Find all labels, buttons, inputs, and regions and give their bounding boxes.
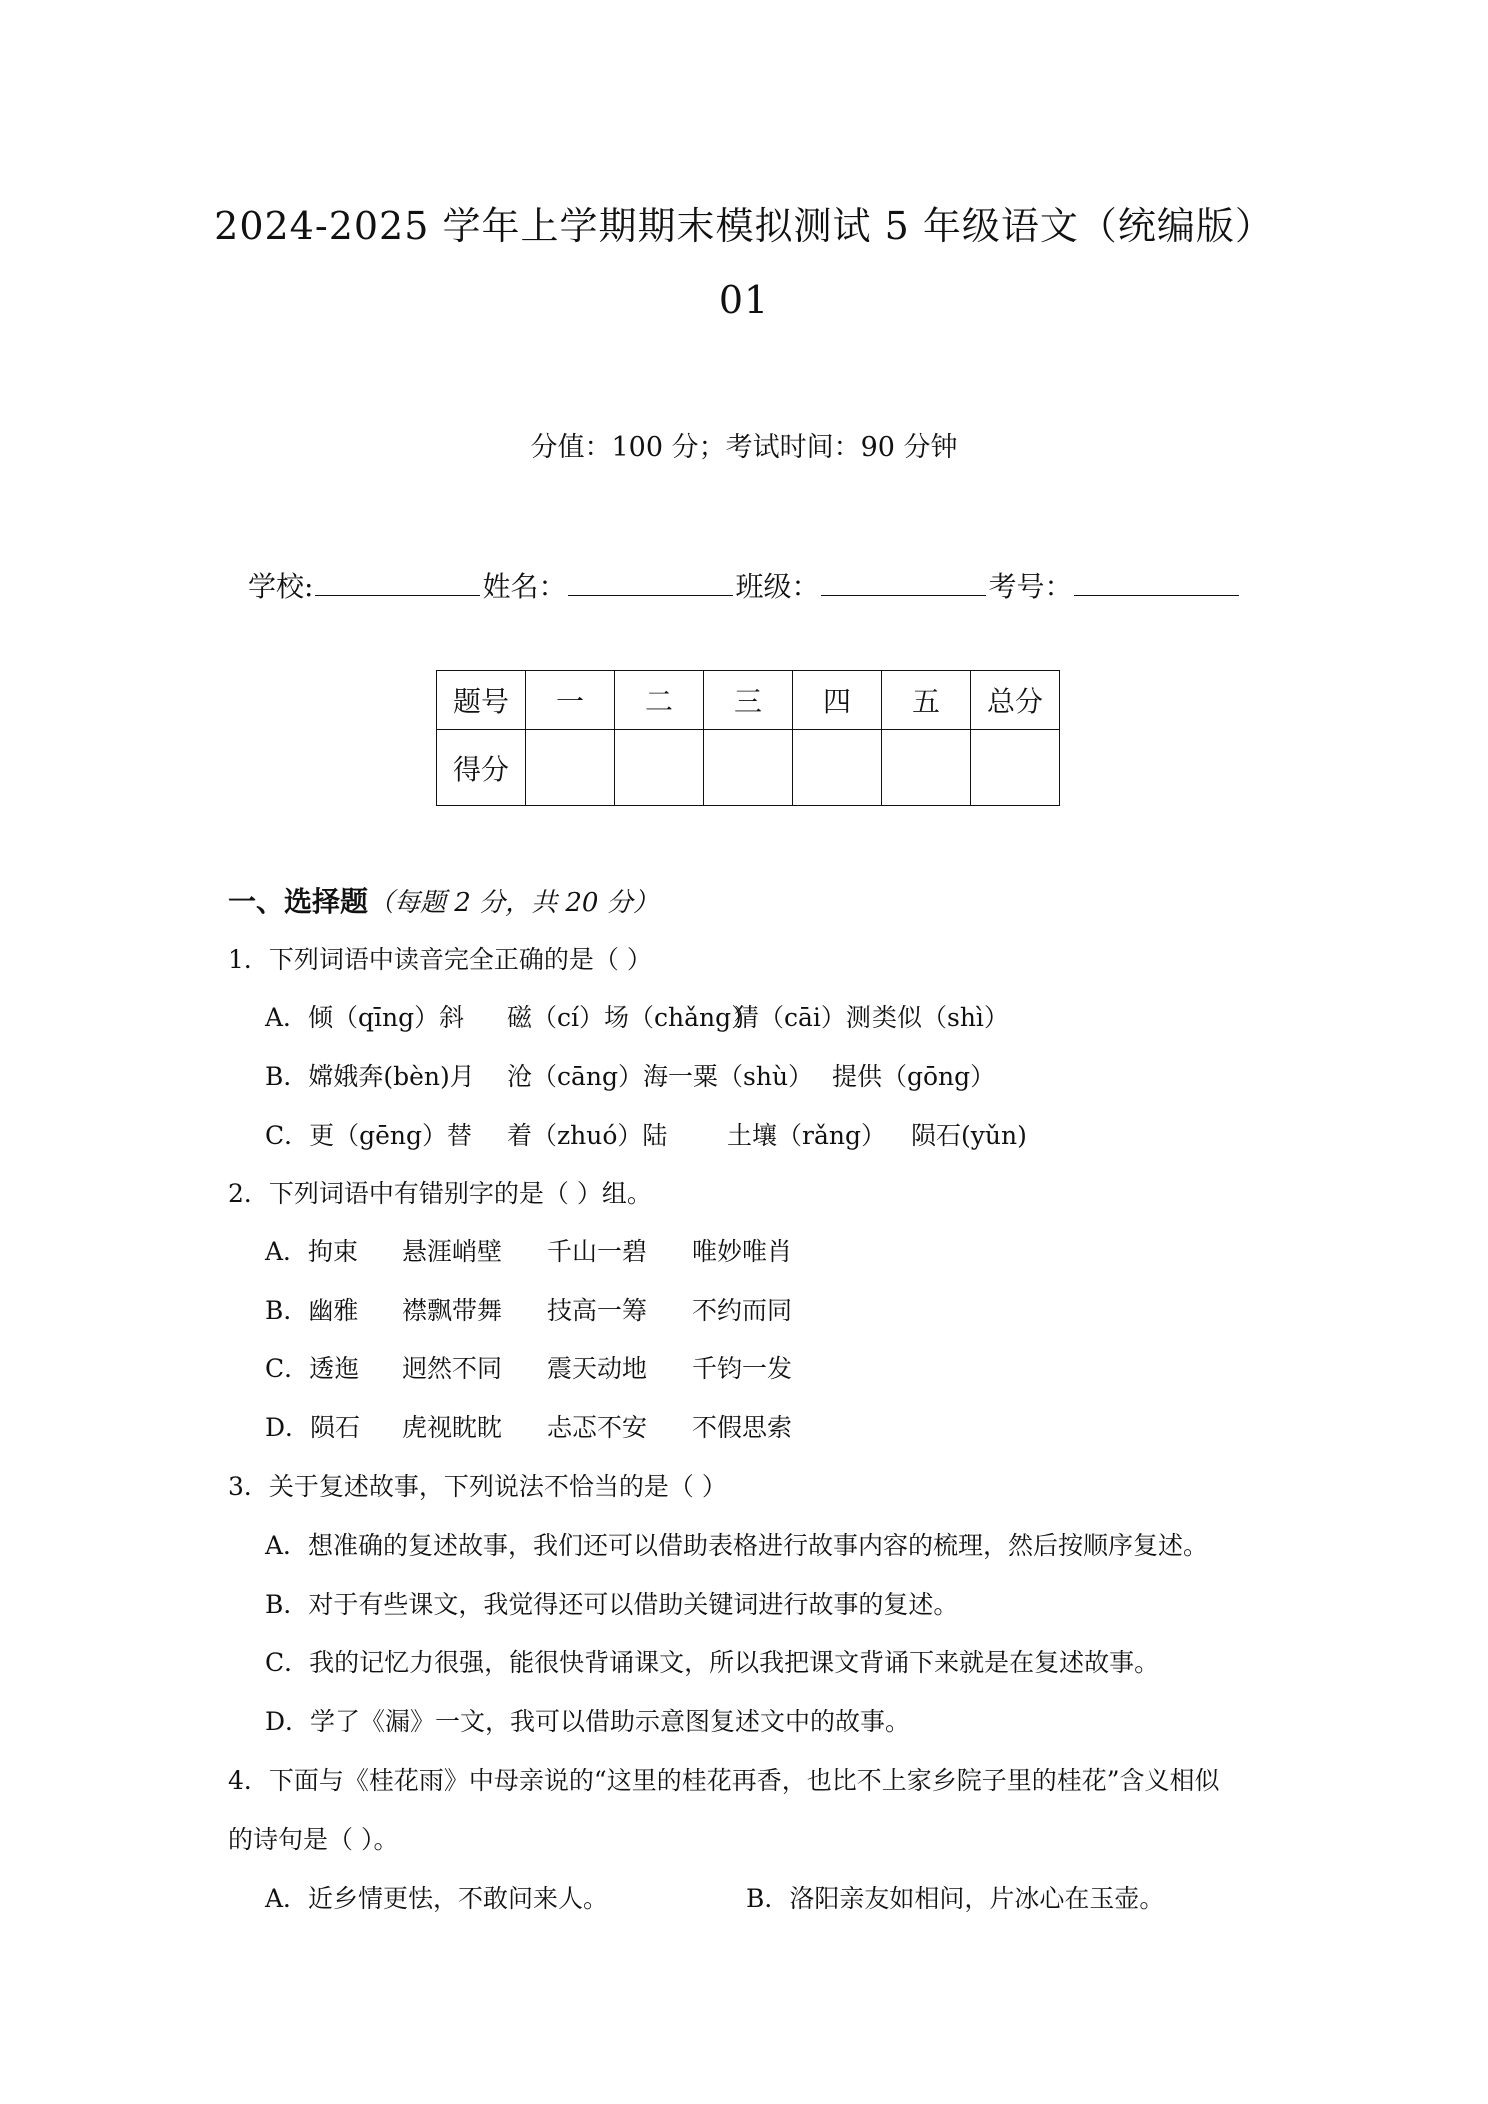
score-row-label: 得分 [437, 730, 526, 806]
score-cell[interactable] [526, 730, 615, 806]
score-time-info: 分值：100 分；考试时间：90 分钟 [530, 432, 958, 463]
score-table-header: 总分 [971, 671, 1060, 730]
score-table-header-row [437, 671, 1060, 730]
name-blank[interactable] [568, 567, 733, 596]
section-1-title: 一、选择题 [228, 885, 369, 918]
option-part: 磁（cí）场（chǎng） [507, 1003, 757, 1032]
option-part: 唯妙唯肖 [692, 1237, 793, 1266]
option-part: 震天动地 [547, 1354, 648, 1383]
option-part: 襟飘带舞 [402, 1296, 503, 1325]
class-label: 班级： [735, 570, 820, 603]
score-cell[interactable] [704, 730, 793, 806]
score-table-score-row [437, 730, 1060, 806]
option-part: 陨石(yǔn) [911, 1121, 1027, 1150]
section-1-heading [228, 880, 659, 920]
option-part: 虎视眈眈 [402, 1413, 503, 1442]
score-cell[interactable] [793, 730, 882, 806]
option-part: D．陨石 [265, 1413, 361, 1442]
score-table-header: 一 [526, 671, 615, 730]
question-3-option-d[interactable]: D．学了《漏》一文，我可以借助示意图复述文中的故事。 [265, 1707, 911, 1736]
option-part: C．更（gēng）替 [265, 1121, 473, 1150]
number-label: 考号： [988, 570, 1073, 603]
section-1-note: （每题 2 分，共 20 分） [368, 888, 659, 918]
exam-title: 2024-2025 学年上学期期末模拟测试 5 年级语文（统编版） [214, 204, 1274, 248]
option-part: 类似（shì） [872, 1003, 1009, 1032]
question-2-option-d[interactable] [265, 1408, 792, 1444]
option-part: A．倾（qīng）斜 [265, 1003, 465, 1032]
score-cell[interactable] [882, 730, 971, 806]
question-1-option-a[interactable] [265, 998, 1009, 1034]
score-table-header: 二 [615, 671, 704, 730]
school-blank[interactable] [315, 567, 480, 596]
option-part: 技高一筹 [547, 1296, 648, 1325]
question-1-option-c[interactable] [265, 1116, 1027, 1152]
number-blank[interactable] [1074, 567, 1239, 596]
question-3-option-a[interactable]: A．想准确的复述故事，我们还可以借助表格进行故事内容的梳理，然后按顺序复述。 [265, 1531, 1209, 1560]
option-part: A．拘束 [265, 1237, 359, 1266]
option-part: B．嫦娥奔(bèn)月 [265, 1062, 475, 1091]
question-4-stem-continued: 的诗句是（ ）。 [228, 1825, 399, 1854]
student-info-line [248, 565, 1241, 605]
option-part: 猜（cāi）测 [734, 1003, 871, 1032]
score-table-header: 三 [704, 671, 793, 730]
score-table [436, 670, 1060, 806]
question-4-stem: 4．下面与《桂花雨》中母亲说的“这里的桂花再香，也比不上家乡院子里的桂花”含义相似 [228, 1766, 1220, 1795]
option-part: 迥然不同 [402, 1354, 503, 1383]
option-part: 土壤（rǎng） [727, 1121, 886, 1150]
question-2-option-b[interactable] [265, 1291, 792, 1327]
option-part: 不约而同 [692, 1296, 793, 1325]
school-label: 学校: [248, 570, 314, 603]
option-part: 千山一碧 [547, 1237, 648, 1266]
option-part: 着（zhuó）陆 [507, 1121, 668, 1150]
question-2-option-a[interactable] [265, 1232, 792, 1268]
option-part: 沧（cāng）海一粟（shù） [507, 1062, 814, 1091]
name-label: 姓名： [482, 570, 567, 603]
question-3-option-c[interactable]: C．我的记忆力很强，能很快背诵课文，所以我把课文背诵下来就是在复述故事。 [265, 1648, 1160, 1677]
question-3-option-b[interactable]: B．对于有些课文，我觉得还可以借助关键词进行故事的复述。 [265, 1590, 959, 1619]
option-part: 不假思索 [692, 1413, 793, 1442]
question-2-stem: 2．下列词语中有错别字的是（ ）组。 [228, 1179, 652, 1208]
question-1-stem: 1．下列词语中读音完全正确的是（ ） [228, 945, 652, 974]
score-table-header: 题号 [437, 671, 526, 730]
option-part: 千钧一发 [692, 1354, 793, 1383]
option-part: 悬涯峭壁 [402, 1237, 503, 1266]
question-3-stem: 3．关于复述故事，下列说法不恰当的是（ ） [228, 1472, 727, 1501]
score-cell[interactable] [971, 730, 1060, 806]
option-part: 忐忑不安 [547, 1413, 648, 1442]
class-blank[interactable] [821, 567, 986, 596]
option-part: 提供（gōng） [832, 1062, 996, 1091]
score-table-header: 四 [793, 671, 882, 730]
exam-title-number: 01 [718, 278, 770, 322]
question-2-option-c[interactable] [265, 1349, 792, 1385]
question-1-option-b[interactable] [265, 1057, 995, 1093]
question-4-option-b[interactable]: B．洛阳亲友如相问，片冰心在玉壶。 [746, 1884, 1165, 1913]
score-cell[interactable] [615, 730, 704, 806]
option-part: C．透迤 [265, 1354, 360, 1383]
score-table-header: 五 [882, 671, 971, 730]
option-part: B．幽雅 [265, 1296, 359, 1325]
question-4-option-a[interactable]: A．近乡情更怯，不敢问来人。 [265, 1884, 609, 1913]
